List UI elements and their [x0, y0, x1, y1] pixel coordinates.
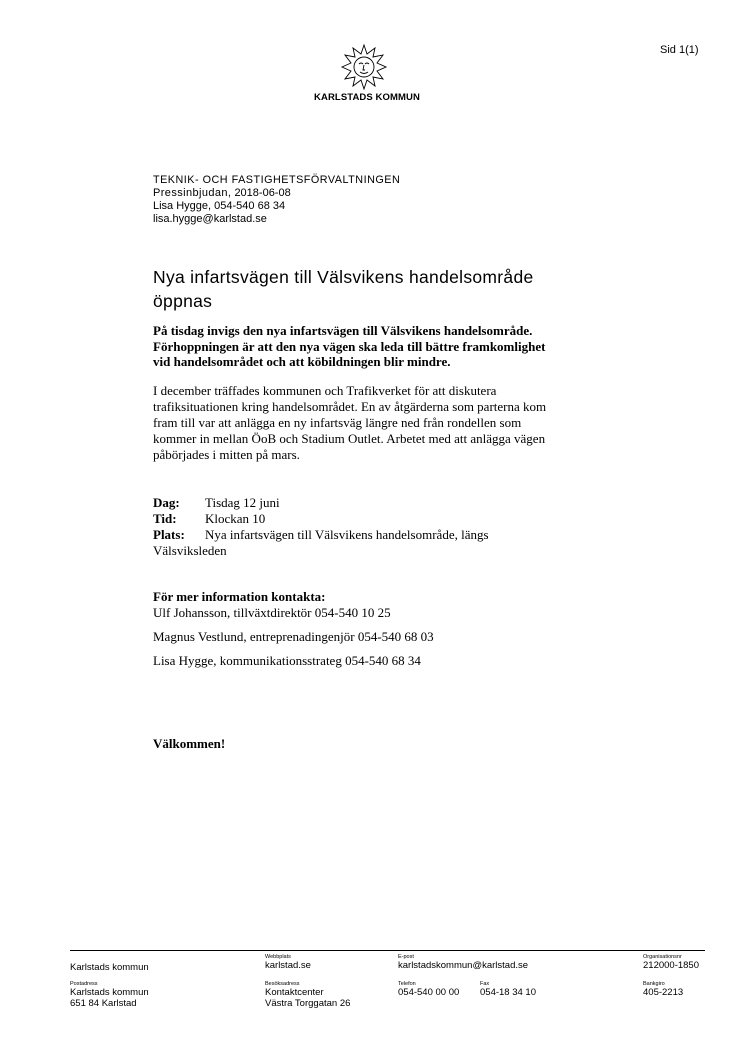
event-place-value: Nya infartsvägen till Välsvikens handelsområde, längs: [205, 527, 489, 542]
body-line: påbörjades i mitten på mars.: [153, 447, 300, 462]
body-line: fram till var att anlägga en ny infartsväg längre ned från rondellen som: [153, 415, 522, 430]
event-day-value: Tisdag 12 juni: [205, 495, 280, 510]
lead-line: vid handelsområdet och att köbildningen blir mindre.: [153, 354, 451, 370]
doc-type-date: [153, 187, 400, 200]
lead-paragraph: [153, 323, 633, 370]
event-day: [153, 495, 633, 511]
footer-email-value: karlstadskommun@karlstad.se: [398, 960, 529, 971]
lead-line: Förhoppningen är att den nya vägen ska leda till bättre framkomlighet: [153, 338, 546, 354]
footer-web-label: Webbplats: [265, 954, 291, 960]
footer-bankgiro: [643, 981, 683, 998]
org-name: KARLSTADS KOMMUN: [314, 92, 420, 103]
body-line: I december träffades kommunen och Trafikverket för att diskutera: [153, 383, 497, 398]
footer-email: [398, 954, 528, 971]
headline-line: Nya infartsvägen till Välsvikens handelsområde: [153, 267, 534, 287]
footer-phone-value: 054-540 00 00: [398, 987, 460, 998]
event-time-label: Tid:: [153, 511, 177, 526]
footer-visit: [265, 981, 350, 1009]
doc-date: 2018-06-08: [234, 187, 291, 199]
page-number: Sid 1(1): [660, 44, 699, 56]
footer-postal-line: Karlstads kommun: [70, 987, 149, 998]
event-place-cont: Välsviksleden: [153, 543, 227, 558]
headline: [153, 265, 653, 313]
contact-heading: För mer information kontakta:: [153, 589, 326, 604]
footer-orgnr-label: Organisationsnr: [643, 954, 682, 960]
contact-person: Lisa Hygge, kommunikationsstrateg 054-540 68 34: [153, 653, 421, 668]
event-place-label: Plats:: [153, 527, 185, 542]
event-day-label: Dag:: [153, 495, 180, 510]
event-details: [153, 495, 633, 559]
footer-fax-label: Fax: [480, 981, 490, 987]
footer-visit-line: Västra Torggatan 26: [265, 998, 351, 1009]
sender-block: [153, 174, 400, 226]
footer-orgnr-value: 212000-1850: [643, 960, 699, 971]
footer-postal-label: Postadress: [70, 981, 98, 987]
contact-person: Ulf Johansson, tillväxtdirektör 054-540 10 25: [153, 605, 391, 620]
footer-postal-line: 651 84 Karlstad: [70, 998, 137, 1009]
event-time: [153, 511, 633, 527]
footer-phone-label: Telefon: [398, 981, 416, 987]
headline-line: öppnas: [153, 291, 213, 311]
department: TEKNIK- OCH FASTIGHETSFÖRVALTNINGEN: [153, 174, 401, 186]
footer-phone: [398, 981, 459, 998]
doc-type: Pressinbjudan,: [153, 187, 232, 199]
karlstad-sun-logo-icon: [340, 44, 388, 90]
footer-visit-line: Kontaktcenter: [265, 987, 324, 998]
footer-divider: [70, 950, 705, 951]
footer-fax-value: 054-18 34 10: [480, 987, 536, 998]
footer-visit-label: Besöksadress: [265, 981, 300, 987]
footer-orgnr: [643, 954, 699, 971]
welcome-text: Välkommen!: [153, 736, 226, 751]
event-place: [153, 527, 633, 543]
footer-bankgiro-value: 405-2213: [643, 987, 684, 998]
footer-postal: [70, 981, 149, 1009]
contact-person: Magnus Vestlund, entreprenadingenjör 054-540 68 03: [153, 629, 434, 644]
lead-line: På tisdag invigs den nya infartsvägen till Välsvikens handelsområde.: [153, 323, 533, 338]
footer-email-label: E-post: [398, 954, 414, 960]
contact-line: Lisa Hygge, 054-540 68 34: [153, 200, 286, 212]
footer-web: [265, 954, 311, 971]
footer-web-value: karlstad.se: [265, 960, 311, 971]
footer-fax: [480, 981, 536, 998]
event-time-value: Klockan 10: [205, 511, 266, 526]
body-paragraph: [153, 383, 623, 463]
contact-email: lisa.hygge@karlstad.se: [153, 213, 267, 225]
contact-section: [153, 589, 633, 669]
footer-bankgiro-label: Bankgiro: [643, 981, 665, 987]
body-line: kommer in mellan ÖoB och Stadium Outlet. Arbetet med att anlägga vägen: [153, 431, 546, 446]
footer-name: Karlstads kommun: [70, 962, 149, 973]
body-line: trafiksituationen kring handelsområdet. En av åtgärderna som parterna kom: [153, 399, 547, 414]
